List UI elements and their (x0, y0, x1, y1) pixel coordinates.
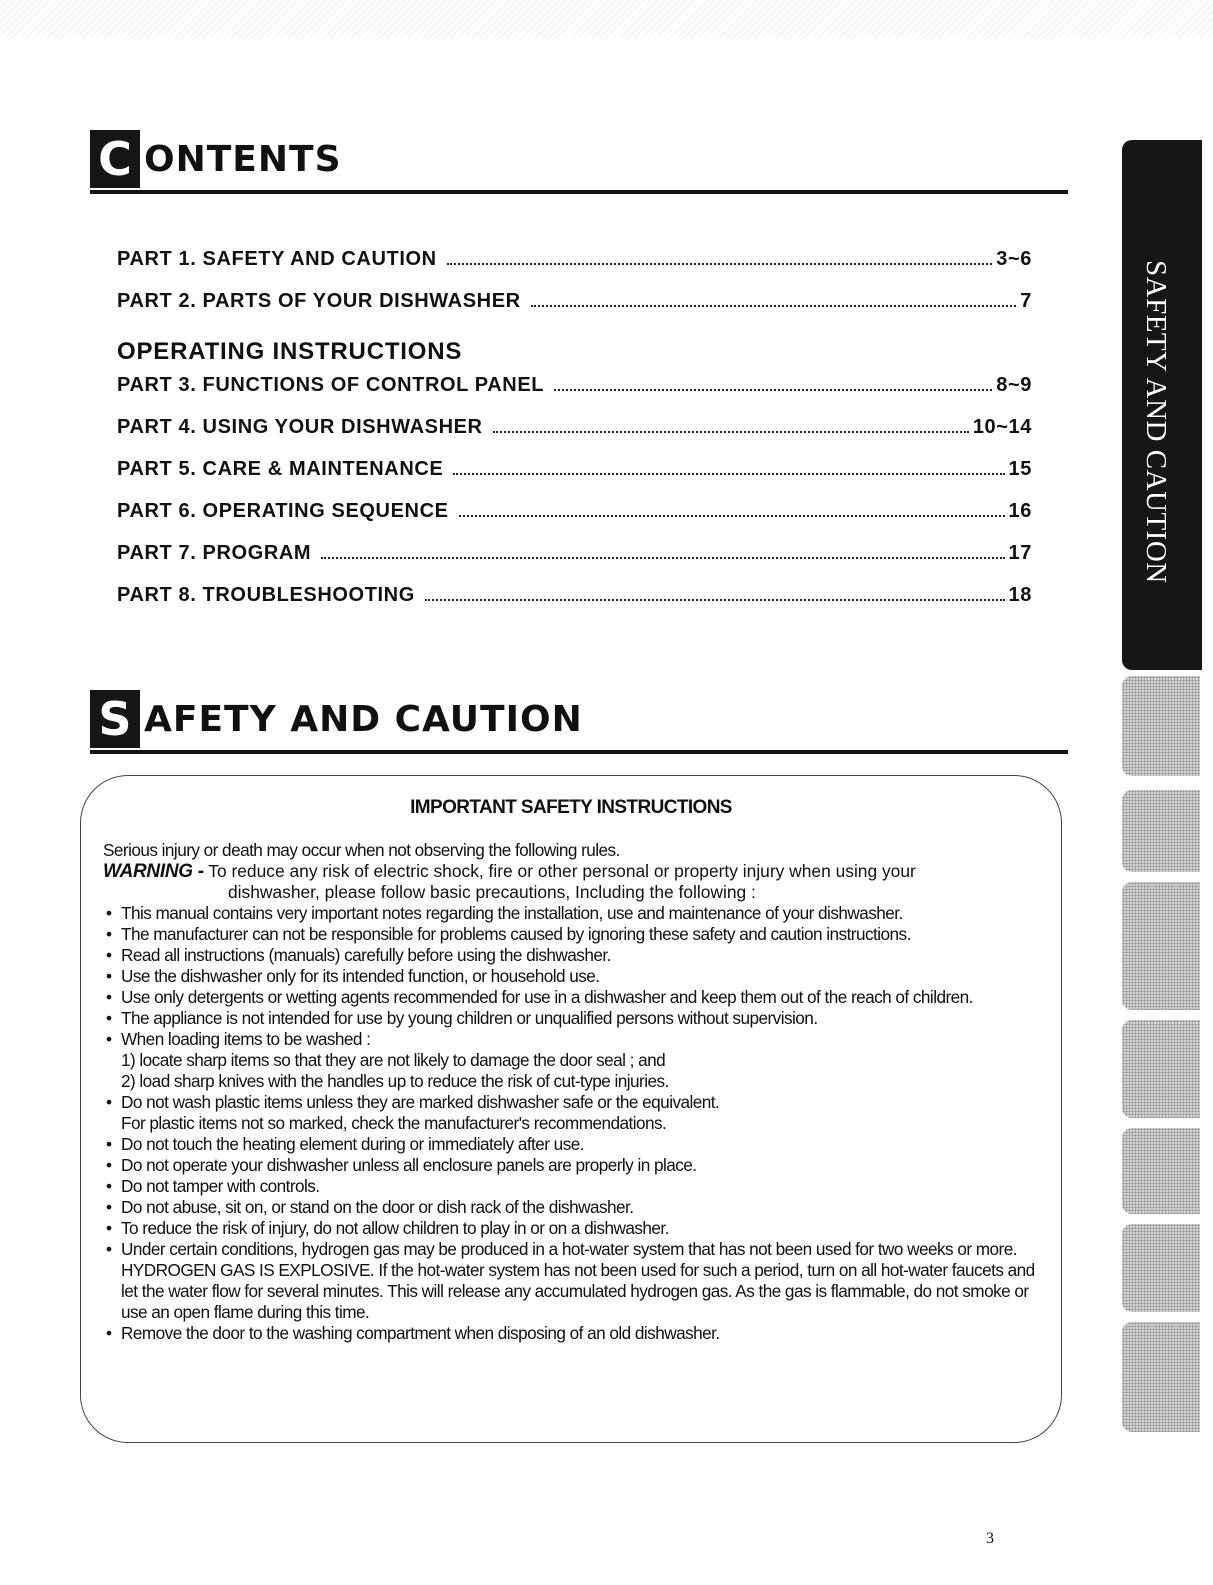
toc-leader (554, 389, 992, 391)
toc-entry-page: 16 (1008, 500, 1032, 522)
toc-entry[interactable] (117, 542, 1032, 584)
bullet-item: • Use only detergents or wetting agents recommended for use in a dishwasher and keep them out of the reach of children. (103, 987, 1038, 1008)
toc-leader (493, 431, 969, 433)
bullet-item: • Use the dishwasher only for its intended function, or household use. (103, 966, 1038, 987)
intro-text: Serious injury or death may occur when not observing the following rules. (103, 840, 620, 860)
toc-entry-page: 17 (1008, 542, 1032, 564)
safety-rule (90, 750, 1068, 754)
toc-entry-title: PART 2. PARTS OF YOUR DISHWASHER (117, 290, 521, 312)
toc-entry[interactable] (117, 500, 1032, 542)
bullet-item: • This manual contains very important notes regarding the installation, use and maintenance of your dishwasher. (103, 903, 1038, 924)
toc-entry[interactable] (117, 248, 1032, 290)
toc-entry[interactable] (117, 416, 1032, 458)
warning-text-cont: dishwasher, please follow basic precautions, Including the following : (228, 882, 756, 902)
bullet-item: • Do not tamper with controls. (103, 1176, 1038, 1197)
side-tab-label: SAFETY AND CAUTION (1140, 260, 1172, 584)
toc-entry-title: PART 3. FUNCTIONS OF CONTROL PANEL (117, 374, 545, 396)
contents-initial-box: C (90, 130, 140, 188)
safety-initial-box: S (90, 690, 140, 748)
bullet-item: • Read all instructions (manuals) carefully before using the dishwasher. (103, 945, 1038, 966)
toc-entry-title: PART 8. TROUBLESHOOTING (117, 584, 415, 606)
toc-leader (453, 473, 1004, 475)
bullet-item: • Do not wash plastic items unless they are marked dishwasher safe or the equivalent. (103, 1092, 1038, 1113)
bullet-item: • Do not touch the heating element during or immediately after use. (103, 1134, 1038, 1155)
toc-entry-title: PART 4. USING YOUR DISHWASHER (117, 416, 483, 438)
loading-step: 1) locate sharp items so that they are not likely to damage the door seal ; and (121, 1050, 666, 1070)
toc-entry-page: 18 (1008, 584, 1032, 606)
bullet-item: • Do not abuse, sit on, or stand on the door or dish rack of the dishwasher. (103, 1197, 1038, 1218)
toc-entry[interactable] (117, 374, 1032, 416)
scan-edge (0, 0, 1213, 38)
bullet-item: • The appliance is not intended for use by young children or unqualified persons without supervision. (103, 1008, 1038, 1029)
bullet-item: • To reduce the risk of injury, do not allow children to play in or on a dishwasher. (103, 1218, 1038, 1239)
contents-rule (90, 190, 1068, 194)
toc-leader (447, 263, 993, 265)
toc-subheading: OPERATING INSTRUCTIONS (117, 338, 463, 365)
bullet-item: • Do not operate your dishwasher unless all enclosure panels are properly in place. (103, 1155, 1038, 1176)
safety-header (90, 690, 1068, 762)
bullet-item: • When loading items to be washed : (103, 1029, 1038, 1050)
contents-heading: ONTENTS (144, 139, 342, 180)
side-tab-dotted[interactable] (1122, 1128, 1200, 1214)
bullet-item: • Under certain conditions, hydrogen gas may be produced in a hot-water system that has not been used for two weeks or more. HYDROGEN GAS IS EXPLOSIVE. If the hot-water system has not been used for such a period, turn on all hot-water faucets and let the water flow for several minutes. This will release any accumulated hydrogen gas. As the gas is flammable, do not smoke or use an open flame during this time. (103, 1239, 1038, 1323)
toc-entry-page: 3~6 (996, 248, 1032, 270)
toc-entry-title: PART 7. PROGRAM (117, 542, 312, 564)
page-number: 3 (986, 1530, 994, 1547)
toc-entry-title: PART 1. SAFETY AND CAUTION (117, 248, 437, 270)
toc-entry[interactable] (117, 458, 1032, 500)
instructions-body (103, 840, 1038, 1344)
contents-header (90, 130, 1068, 202)
bullet-item: • Remove the door to the washing compartment when disposing of an old dishwasher. (103, 1323, 1038, 1344)
warning-text: To reduce any risk of electric shock, fire or other personal or property injury when using your (208, 861, 916, 881)
toc-leader (531, 305, 1017, 307)
side-tab-dotted[interactable] (1122, 1322, 1200, 1432)
side-tab-dotted[interactable] (1122, 790, 1200, 872)
toc-entry-title: PART 5. CARE & MAINTENANCE (117, 458, 444, 480)
warning-paragraph (103, 861, 1038, 882)
side-tab-dotted[interactable] (1122, 676, 1200, 776)
warning-label: WARNING - (103, 861, 204, 882)
toc-entry-page: 10~14 (972, 416, 1032, 438)
loading-step: 2) load sharp knives with the handles up to reduce the risk of cut-type injuries. (121, 1071, 669, 1091)
toc-leader (459, 515, 1005, 517)
table-of-contents (117, 248, 1032, 626)
toc-entry[interactable] (117, 584, 1032, 626)
plastic-note: For plastic items not so marked, check the manufacturer's recommendations. (121, 1113, 667, 1133)
side-tab-dotted[interactable] (1122, 1224, 1200, 1312)
bullet-item: • The manufacturer can not be responsible for problems caused by ignoring these safety and caution instructions. (103, 924, 1038, 945)
toc-entry-page: 8~9 (996, 374, 1032, 396)
toc-entry-page: 15 (1008, 458, 1032, 480)
toc-entry-title: PART 6. OPERATING SEQUENCE (117, 500, 449, 522)
instructions-title: IMPORTANT SAFETY INSTRUCTIONS (410, 797, 732, 818)
toc-entry[interactable] (117, 290, 1032, 332)
toc-entry-page: 7 (1020, 290, 1032, 312)
side-tab-dotted[interactable] (1122, 1020, 1200, 1118)
toc-leader (425, 599, 1005, 601)
side-tab-dotted[interactable] (1122, 882, 1200, 1010)
safety-heading: AFETY AND CAUTION (144, 699, 583, 740)
toc-leader (321, 557, 1004, 559)
